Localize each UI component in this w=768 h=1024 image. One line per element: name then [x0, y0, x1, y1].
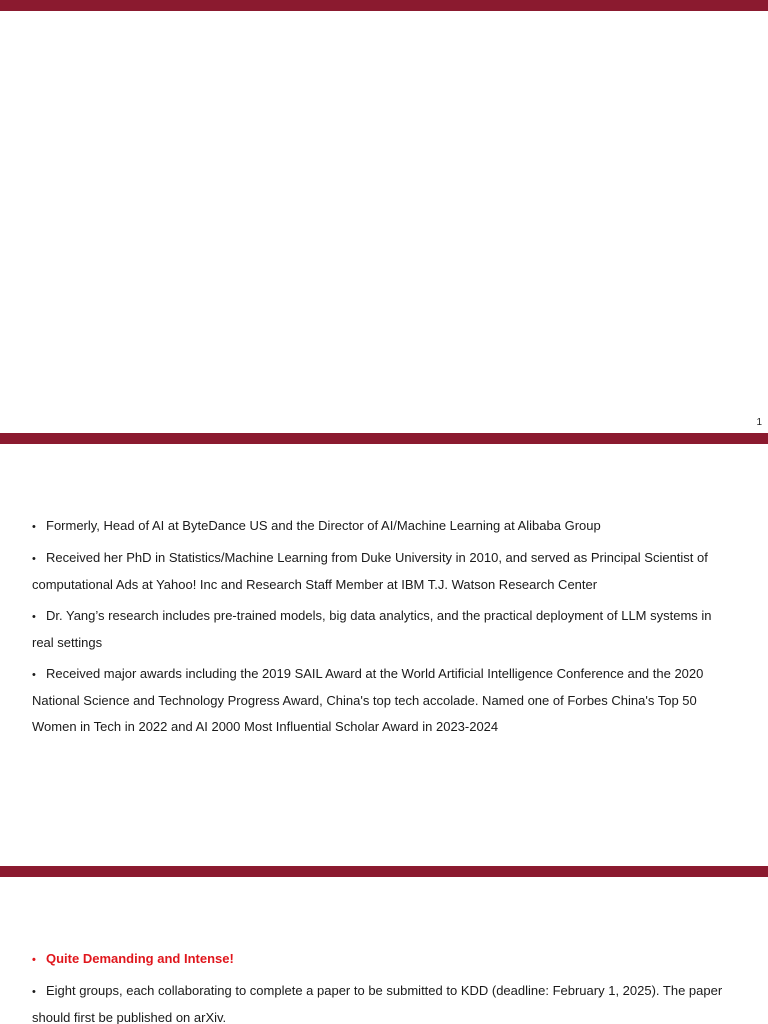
bullet-icon: •: [32, 986, 36, 998]
list-item: [32, 661, 732, 740]
bullet-icon: •: [32, 669, 36, 681]
list-item: [32, 978, 732, 1024]
bullet-icon: •: [32, 521, 36, 533]
slide-header-bar-3: [0, 866, 768, 877]
bullet-icon: •: [32, 611, 36, 623]
bullet-icon: •: [32, 954, 36, 966]
list-item: [32, 603, 732, 656]
list-item-highlight: [32, 946, 732, 973]
bullet-icon: •: [32, 553, 36, 565]
bullet-text: Eight groups, each collaborating to complete a paper to be submitted to KDD (deadline: February 1, 2025). The paper should first be published on arXiv.: [32, 983, 723, 1024]
slide-header-bar-1: [0, 0, 768, 11]
list-item: [32, 545, 732, 598]
bullet-text: Quite Demanding and Intense!: [46, 951, 234, 966]
bullet-text: Dr. Yang’s research includes pre-trained models, big data analytics, and the practical deployment of LLM systems in real settings: [32, 608, 712, 650]
bio-bullet-list: [32, 513, 732, 745]
bullet-text: Formerly, Head of AI at ByteDance US and the Director of AI/Machine Learning at Alibaba Group: [46, 518, 601, 533]
page-number: 1: [756, 417, 762, 428]
list-item: [32, 513, 732, 540]
bullet-text: Received major awards including the 2019 SAIL Award at the World Artificial Intelligence Conference and the 2020 National Science and Technology Progress Award, China's top tech accolade. Named one of Forbes China's Top 50 Women in Tech in 2022 and AI 2000 Most Influential Scholar Award in 2023-2024: [32, 666, 704, 734]
slide-header-bar-2: [0, 433, 768, 444]
bullet-text: Received her PhD in Statistics/Machine Learning from Duke University in 2010, and served as Principal Scientist of computational Ads at Yahoo! Inc and Research Staff Member at IBM T.J. Watson Research Center: [32, 550, 708, 592]
course-bullet-list: [32, 946, 732, 1024]
